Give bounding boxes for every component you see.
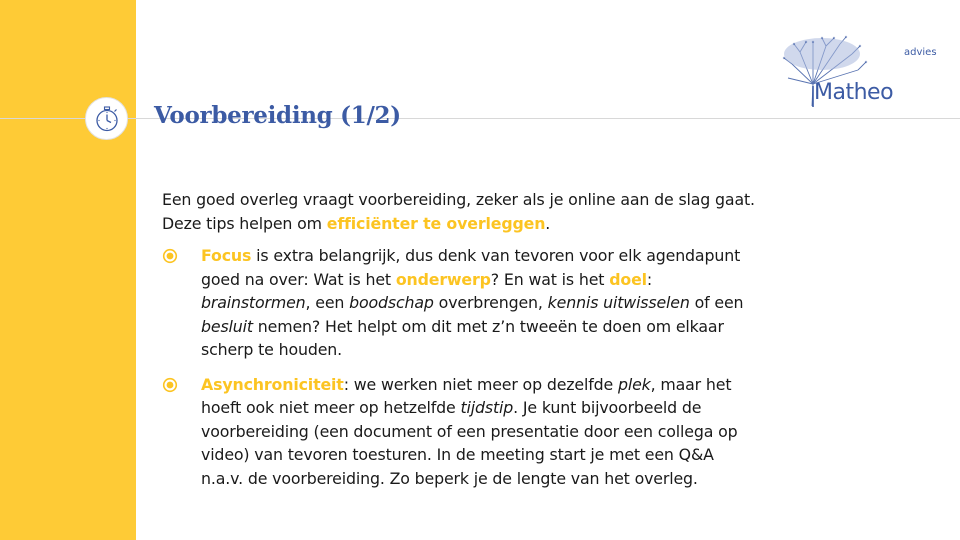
highlight-text: doel <box>609 269 647 289</box>
body-text: nemen? Het helpt om dit met z’n tweeën te doen om elkaar <box>252 316 724 336</box>
intro-highlight: efficiënter te overleggen <box>326 213 546 233</box>
body-text: ? En wat is het <box>490 269 610 289</box>
body-text: scherp te houden. <box>201 340 343 359</box>
bullet-focus <box>162 244 862 362</box>
body-text: is extra belangrijk, dus denk van tevoren voor elk agendapunt <box>251 246 741 265</box>
title-divider-right <box>553 118 960 119</box>
stopwatch-icon <box>93 104 121 134</box>
bullet-lines <box>201 244 862 362</box>
body-text: video) van tevoren toesturen. In de meeting start je met een Q&A <box>201 445 714 464</box>
highlight-text: Focus <box>201 246 252 265</box>
intro-text: Deze tips helpen om <box>162 213 327 233</box>
body-text: n.a.v. de voorbereiding. Zo beperk je de lengte van het overleg. <box>201 468 698 488</box>
italic-text: brainstormen <box>201 293 306 312</box>
slide-title: Voorbereiding (1/2) <box>154 102 401 129</box>
highlight-text: Asynchroniciteit <box>201 374 344 394</box>
bullet-line <box>201 420 862 444</box>
bullet-marker-icon <box>162 248 178 264</box>
bullet-line <box>201 396 862 420</box>
stopwatch-badge <box>85 97 128 140</box>
bullet-line <box>201 338 862 362</box>
italic-text: boodschap <box>349 293 434 312</box>
body-text: , een <box>305 293 350 312</box>
body-text: goed na over: Wat is het <box>201 269 396 289</box>
bullet-line <box>201 291 862 315</box>
body-text: overbrengen, <box>433 293 548 312</box>
highlight-text: onderwerp <box>395 269 491 289</box>
body-text: : we werken niet meer op dezelfde <box>343 374 618 394</box>
intro-line-1: Een goed overleg vraagt voorbereiding, zeker als je online aan de slag gaat. <box>162 190 755 209</box>
bullet-line <box>201 244 862 268</box>
italic-text: kennis uitwisselen <box>547 293 690 312</box>
logo-subtitle: advies <box>904 47 937 58</box>
logo-name: Matheo <box>814 80 894 105</box>
italic-text: plek <box>617 374 651 394</box>
bullet-line <box>201 315 862 339</box>
bullet-marker-icon <box>162 377 178 393</box>
italic-text: besluit <box>201 316 253 336</box>
bullet-line <box>201 467 862 491</box>
intro-line-2 <box>162 212 862 236</box>
sidebar-accent <box>0 0 136 540</box>
bullet-line <box>201 268 862 292</box>
bullet-asynchroniciteit <box>162 373 862 491</box>
slide-body <box>162 188 862 490</box>
bullet-lines <box>201 373 862 491</box>
italic-text: tijdstip <box>460 398 514 417</box>
bullet-line <box>201 373 862 397</box>
body-text: , maar het <box>650 374 732 394</box>
bullet-line <box>201 443 862 467</box>
company-logo <box>780 34 940 114</box>
body-text: hoeft ook niet meer op hetzelfde <box>201 398 461 417</box>
body-text: of een <box>689 293 744 312</box>
intro-end: . <box>545 213 551 233</box>
body-text: voorbereiding (een document of een presentatie door een collega op <box>201 421 738 441</box>
body-text: . Je kunt bijvoorbeeld de <box>513 398 702 417</box>
body-text: : <box>646 269 653 289</box>
